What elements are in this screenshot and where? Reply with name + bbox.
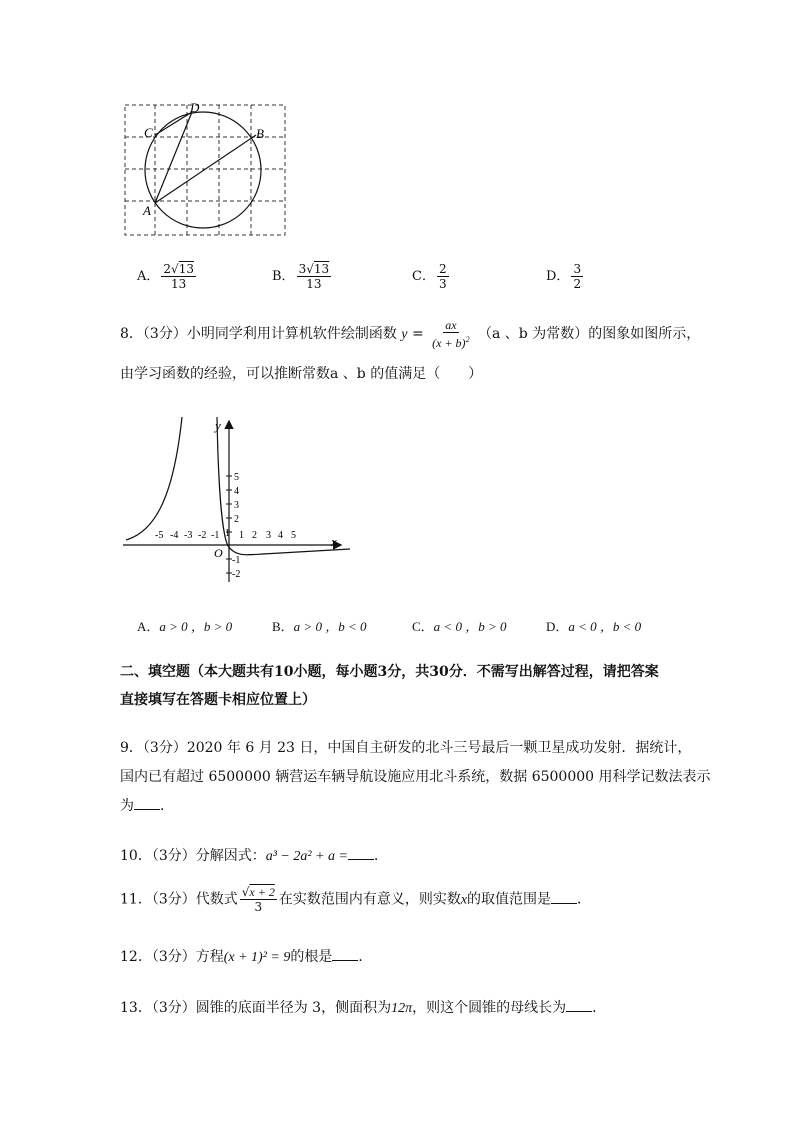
q7-option-a-label: A． (137, 269, 160, 284)
q12-suffix: ． (358, 949, 373, 965)
q12-middle: 的根是 (290, 949, 333, 965)
q8-option-a-label: A． (137, 619, 160, 634)
q8-x-tick: 3 (266, 530, 271, 541)
section2-heading-line2: 直接填写在答题卡相应位置上） (120, 692, 316, 708)
q7-option-a[interactable] (137, 262, 198, 291)
q12-answer-blank[interactable] (332, 948, 358, 961)
q8-func-den: (x + b) (432, 336, 466, 350)
q7-option-a-rad: 13 (178, 262, 194, 276)
q7-point-D: D (190, 100, 200, 115)
q11-fraction: $\frac{√x + 2}{3}$ (241, 885, 275, 914)
q7-option-d-num: 3 (573, 262, 582, 276)
q8-y-tick: -1 (232, 555, 241, 566)
q8-option-a[interactable] (137, 616, 232, 635)
q9-line2: 国内已有超过 6500000 辆营运车辆导航设施应用北斗系统，数据 6500000 用科学记数法表示 (120, 769, 711, 785)
q8-func-num: ax (445, 318, 457, 332)
q8-y-tick: 4 (234, 486, 239, 497)
q7-point-A: A (143, 203, 151, 218)
q7-option-b-fraction: $\frac{3√13}{13}$ (298, 262, 330, 291)
q8-option-c[interactable] (412, 616, 506, 635)
q8-option-d-text: a < 0 ，b < 0 (568, 619, 642, 634)
q8-option-a-text: a > 0 ，b > 0 (159, 619, 233, 634)
q8-option-c-text: a < 0 ，b > 0 (433, 619, 507, 634)
q10-line (120, 845, 388, 865)
q7-option-c[interactable] (412, 262, 451, 291)
q7-option-a-den: 13 (171, 277, 187, 291)
q13-suffix: ． (592, 1000, 607, 1016)
q8-y-tick: 1 (225, 528, 230, 539)
q8-option-d-label: D． (546, 619, 569, 634)
q11-middle: 在实数范围内有意义，则实数 (278, 891, 461, 908)
q7-point-B: B (256, 126, 264, 141)
q13-area: 12π (391, 1001, 413, 1016)
q10-prefix: 10．（3分）分解因式： (120, 848, 266, 864)
q8-func-eq: = (411, 326, 424, 342)
q7-option-a-fraction: $\frac{2√13}{13}$ (163, 262, 194, 291)
q11-radicand: x + 2 (249, 885, 275, 899)
q8-x-tick: 2 (252, 530, 257, 541)
q7-option-d-fraction (571, 262, 583, 291)
q12-prefix: 12．（3分）方程 (120, 949, 224, 965)
q7-option-b-label: B． (272, 269, 295, 284)
q8-stem-prefix: 8．（3分）小明同学利用计算机软件绘制函数 (120, 326, 397, 342)
q7-option-c-den: 3 (438, 277, 447, 291)
q7-option-c-label: C． (412, 269, 435, 284)
q11-answer-blank[interactable] (551, 891, 577, 904)
q7-option-c-fraction (437, 262, 449, 291)
q8-function-graph (118, 412, 358, 587)
q7-option-b[interactable] (272, 262, 333, 291)
q7-point-C: C (144, 125, 153, 140)
q8-x-tick: 1 (239, 530, 244, 541)
q13-middle: ，则这个圆锥的母线长为 (412, 1000, 567, 1016)
q9-line3-suffix: ． (160, 798, 174, 814)
q12-expr: (x + 1)² = 9 (223, 950, 291, 965)
q8-stem-line2: 由学习函数的经验，可以推断常数a 、b 的值满足（ ） (120, 366, 483, 382)
q13-prefix: 13．（3分）圆锥的底面半径为 3，侧面积为 (120, 1000, 392, 1016)
section2-heading-line1: 二、填空题（本大题共有10小题，每小题3分，共30分．不需写出解答过程，请把答案 (120, 664, 659, 680)
q8-x-tick: -2 (198, 530, 207, 541)
q7-option-b-coef: 3 (298, 262, 307, 276)
q7-option-d[interactable] (546, 262, 585, 291)
q8-x-tick: 5 (291, 530, 296, 541)
q11-line (120, 885, 591, 914)
q8-origin-label: O (214, 546, 223, 560)
q8-curve-left (126, 417, 182, 540)
q8-y-tick: 2 (234, 514, 239, 525)
q7-option-d-den: 2 (573, 277, 582, 291)
q8-y-ticks-neg (232, 555, 240, 580)
q8-option-c-label: C． (412, 619, 434, 634)
q7-option-a-coef: 2 (163, 262, 172, 276)
q8-y-tick: 3 (234, 500, 239, 511)
q9-line3 (120, 795, 174, 815)
q11-prefix: 11．（3分）代数式 (120, 891, 238, 908)
q7-option-c-num: 2 (438, 262, 447, 276)
q10-expr: a³ − 2a² + a = (265, 849, 348, 864)
q8-option-b-text: a > 0 ，b < 0 (293, 619, 367, 634)
q9-line1: 9．（3分）2020 年 6 月 23 日，中国自主研发的北斗三号最后一颗卫星成功发射．据统计， (120, 740, 692, 756)
q8-stem-suffix: （a 、b 为常数）的图象如图所示， (478, 326, 701, 342)
q8-x-tick: 4 (278, 530, 283, 541)
q8-option-d[interactable] (546, 616, 641, 635)
q11-middle2: 的取值范围是 (467, 891, 552, 908)
q7-circle-figure (115, 95, 295, 245)
q8-option-b-label: B． (272, 619, 294, 634)
q10-suffix: ． (373, 848, 388, 864)
q8-y-tick: 5 (234, 472, 239, 483)
q8-stem-line1 (120, 318, 700, 350)
q7-option-b-rad: 13 (313, 262, 330, 276)
q8-func-fraction (430, 318, 471, 350)
q8-x-ticks-pos (239, 530, 296, 541)
q7-option-d-label: D． (546, 269, 570, 284)
q10-answer-blank[interactable] (348, 847, 374, 860)
q13-answer-blank[interactable] (566, 999, 592, 1012)
q12-line (120, 946, 372, 966)
q8-y-label: y (215, 418, 221, 433)
q8-x-tick: -1 (211, 530, 220, 541)
q11-var: x (460, 892, 468, 908)
q8-x-tick: -3 (184, 530, 193, 541)
q8-x-tick: -4 (170, 530, 179, 541)
q8-x-ticks-neg (155, 530, 219, 541)
q8-x-tick: -5 (155, 530, 164, 541)
q9-answer-blank[interactable] (134, 797, 160, 810)
q8-func-den-exp: 2 (465, 335, 470, 344)
q8-option-b[interactable] (272, 616, 366, 635)
q9-line3-prefix: 为 (120, 798, 134, 814)
q11-suffix: ． (577, 891, 592, 908)
q8-y-ticks-pos (225, 472, 239, 539)
q7-option-b-den: 13 (306, 277, 322, 291)
q8-y-tick: -2 (232, 569, 241, 580)
q8-func-y: y (401, 327, 408, 342)
q13-line (120, 997, 606, 1017)
q11-den: 3 (254, 900, 263, 914)
q8-x-label: x (331, 534, 337, 549)
